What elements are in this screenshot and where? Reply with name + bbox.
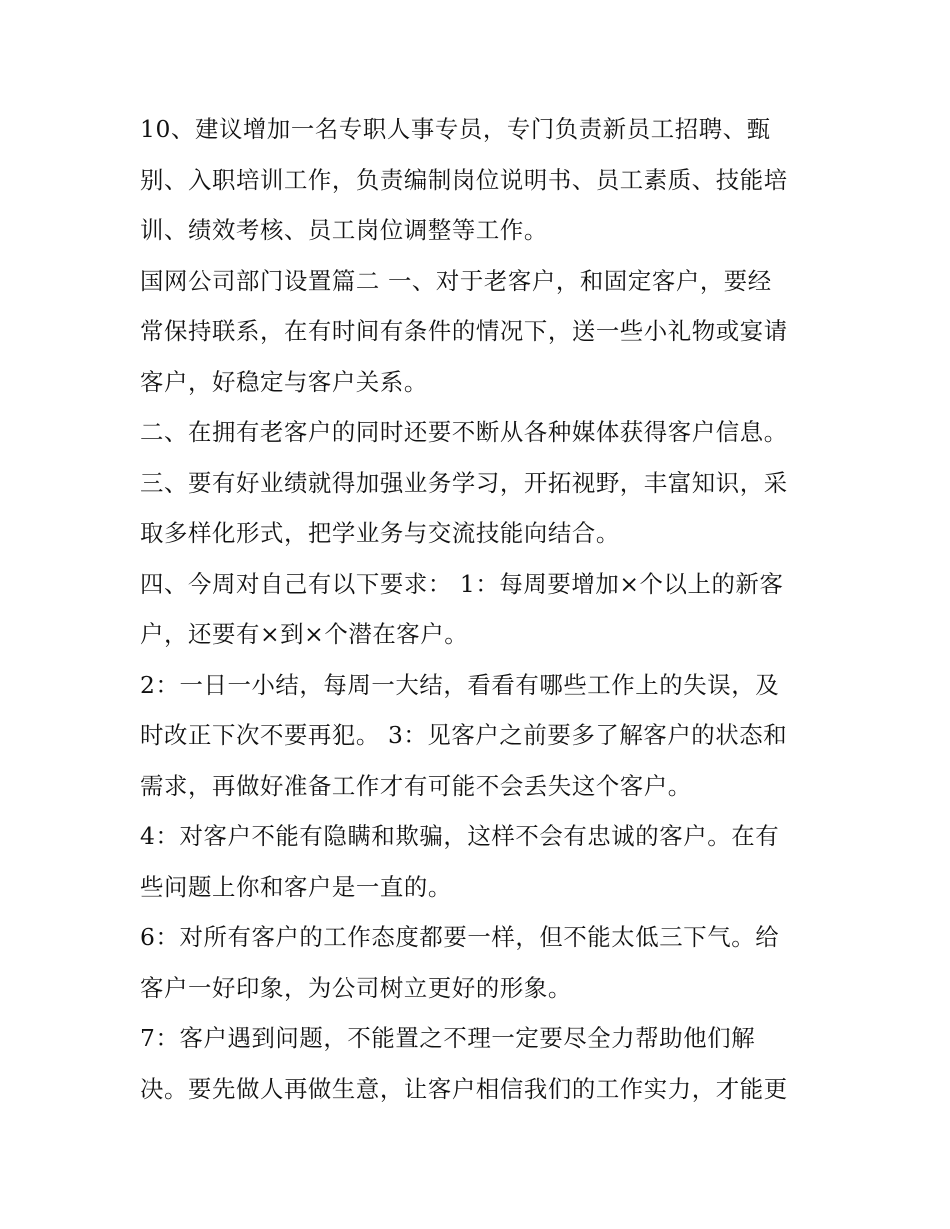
- text-line-3: 训、绩效考核、员工岗位调整等工作。: [140, 216, 548, 244]
- text-line-19: 7：客户遇到问题，不能置之不理一定要尽全力帮助他们解: [140, 1024, 756, 1052]
- text-line-5: 常保持联系，在有时间有条件的情况下，送一些小礼物或宴请: [140, 317, 788, 345]
- text-line-6: 客户，好稳定与客户关系。: [140, 367, 428, 396]
- text-line-4: 国网公司部门设置篇二 一、对于老客户，和固定客户，要经: [140, 266, 772, 295]
- text-line-16: 些问题上你和客户是一直的。: [140, 872, 452, 901]
- text-line-17: 6：对所有客户的工作态度都要一样，但不能太低三下气。给: [140, 923, 780, 951]
- text-line-12: 2：一日一小结，每周一大结，看看有哪些工作上的失误，及: [140, 670, 780, 699]
- text-line-20: 决。要先做人再做生意，让客户相信我们的工作实力，才能更: [140, 1074, 788, 1103]
- text-line-14: 需求，再做好准备工作才有可能不会丢失这个客户。: [140, 771, 692, 800]
- text-line-1: 10、建议增加一名专职人事专员，专门负责新员工招聘、甄: [140, 115, 771, 143]
- text-line-9: 取多样化形式，把学业务与交流技能向结合。: [140, 519, 620, 547]
- text-line-2: 别、入职培训工作，负责编制岗位说明书、员工素质、技能培: [140, 165, 788, 194]
- text-line-18: 客户一好印象，为公司树立更好的形象。: [140, 973, 572, 1002]
- text-line-15: 4：对客户不能有隐瞒和欺骗，这样不会有忠诚的客户。在有: [140, 822, 780, 850]
- text-line-11: 户，还要有×到×个潜在客户。: [140, 620, 469, 648]
- text-line-7: 二、在拥有老客户的同时还要不断从各种媒体获得客户信息。: [140, 418, 788, 446]
- text-line-13: 时改正下次不要再犯。 3：见客户之前要多了解客户的状态和: [140, 721, 788, 749]
- document-body: [140, 104, 820, 1114]
- text-line-10: 四、今周对自己有以下要求： 1：每周要增加×个以上的新客: [140, 569, 784, 598]
- text-line-8: 三、要有好业绩就得加强业务学习，开拓视野，丰富知识，采: [140, 468, 788, 497]
